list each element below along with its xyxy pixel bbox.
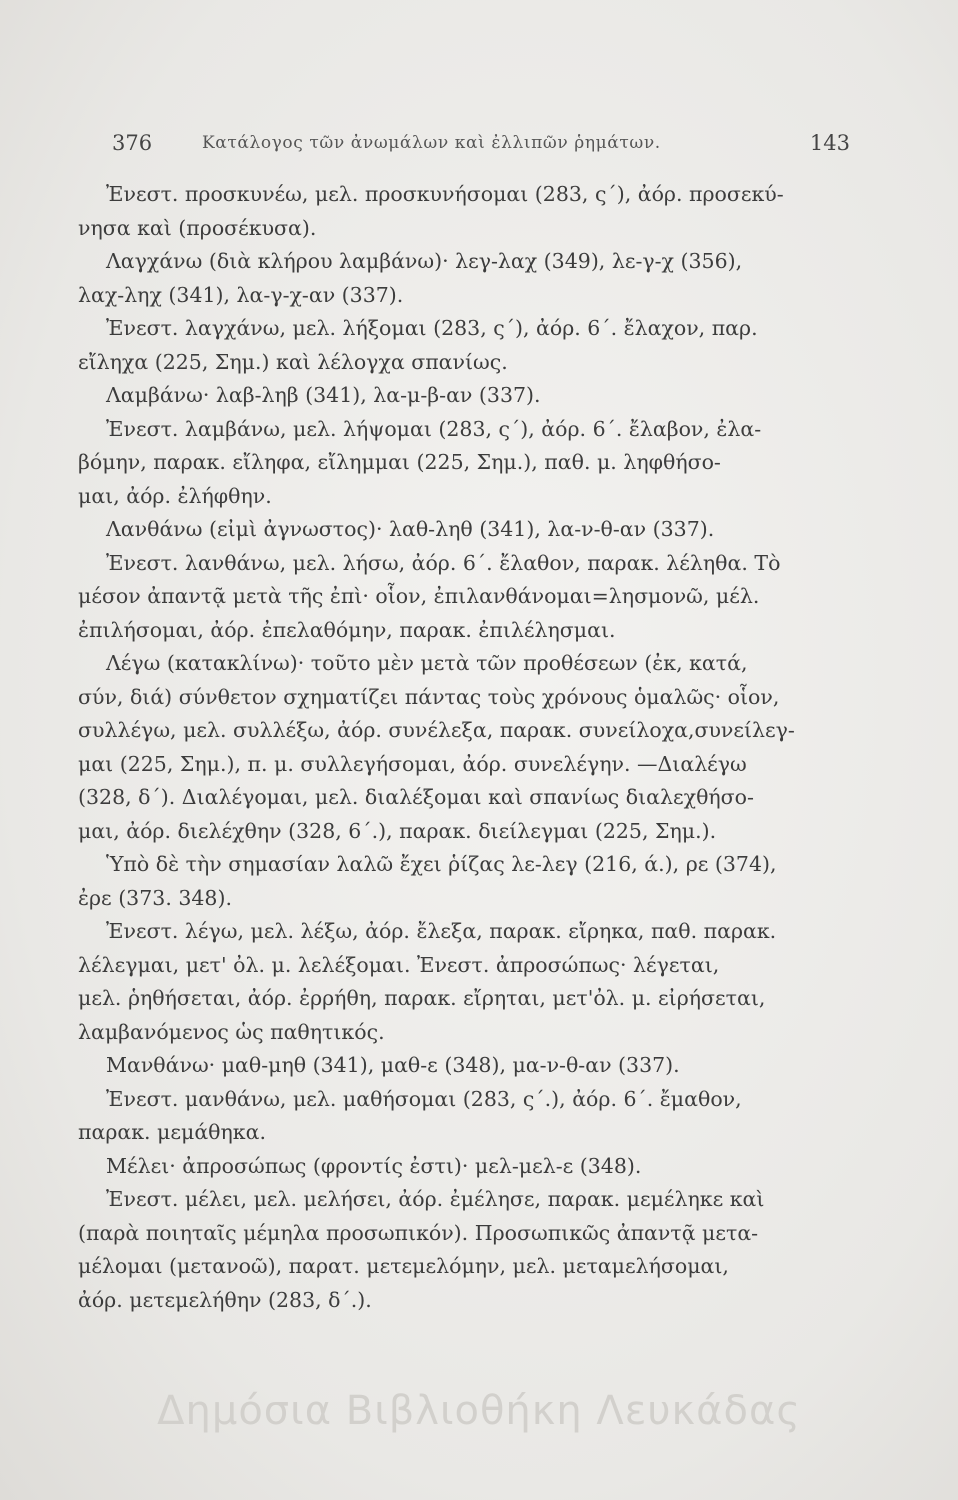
text-line: ἐπιλήσομαι, ἀόρ. ἐπελαθόμην, παρακ. ἐπιλέλησμαι. [78, 617, 616, 642]
text-line: Ἐνεστ. λαμβάνω, μελ. λήψομαι (283, ς΄), ἀόρ. 6΄. ἔλαβον, ἐλα- [106, 416, 762, 441]
text-line: Λανθάνω (εἰμὶ ἀγνωστος)· λαθ-ληθ (341), λα-ν-θ-αν (337). [106, 517, 715, 541]
page-number-right: 143 [809, 131, 850, 155]
text-line: ἀόρ. μετεμελήθην (283, δ΄.). [78, 1287, 372, 1312]
text-line: Μέλει· ἀπροσώπως (φροντίς ἐστι)· μελ-μελ-ε (348). [106, 1153, 642, 1178]
text-line: συλλέγω, μελ. συλλέξω, ἀόρ. συνέλεξα, παρακ. συνείλοχα,συνείλεγ- [78, 718, 795, 742]
library-watermark: Δημόσια Βιβλιοθήκη Λευκάδας [157, 1388, 801, 1434]
text-line: μελ. ῥηθήσεται, ἀόρ. ἐρρήθη, παρακ. εἴρηται, μετ'ὀλ. μ. εἰρήσεται, [78, 986, 766, 1010]
text-line: μαι, ἀόρ. ἐλήφθην. [78, 483, 272, 508]
text-line: Ἐνεστ. λαγχάνω, μελ. λήξομαι (283, ς΄), ἀόρ. 6΄. ἔλαχον, παρ. [106, 316, 758, 340]
text-line: νησα καὶ (προσέκυσα). [78, 215, 317, 240]
text-line: Λαγχάνω (διὰ κλήρου λαμβάνω)· λεγ-λαχ (349), λε-γ-χ (356), [106, 249, 743, 273]
text-line: μέσον ἀπαντᾷ μετὰ τῆς ἐπὶ· οἷον, ἐπιλανθάνομαι=λησμονῶ, μέλ. [78, 584, 760, 608]
body-text [78, 178, 858, 1317]
text-line: Ὑπὸ δὲ τὴν σημασίαν λαλῶ ἔχει ῥίζας λε-λεγ (216, ά.), ρε (374), [106, 852, 777, 876]
text-line: σύν, διά) σύνθετον σχηματίζει πάντας τοὺς χρόνους ὁμαλῶς· οἷον, [78, 684, 780, 709]
text-line: λέλεγμαι, μετ' ὀλ. μ. λελέξομαι. Ἐνεστ. ἀπροσώπως· λέγεται, [78, 952, 720, 977]
text-line: Ἐνεστ. λανθάνω, μελ. λήσω, ἀόρ. 6΄. ἔλαθον, παρακ. λέληθα. Τὸ [106, 550, 781, 575]
text-line: παρακ. μεμάθηκα. [78, 1120, 266, 1144]
text-line: μέλομαι (μετανοῶ), παρατ. μετεμελόμην, μελ. μεταμελήσομαι, [78, 1254, 729, 1278]
text-line: (328, δ΄). Διαλέγομαι, μελ. διαλέξομαι καὶ σπανίως διαλεχθήσο- [78, 785, 754, 809]
text-line: Μανθάνω· μαθ-μηθ (341), μαθ-ε (348), μα-ν-θ-αν (337). [106, 1053, 680, 1077]
text-line: Ἐνεστ. μανθάνω, μελ. μαθήσομαι (283, ς΄.), ἀόρ. 6΄. ἔμαθον, [106, 1086, 742, 1111]
running-title: Κατάλογος τῶν ἀνωμάλων καὶ ἐλλιπῶν ῥημάτων. [202, 133, 661, 153]
page-header [112, 131, 850, 161]
text-line: (παρὰ ποιηταῖς μέμηλα προσωπικόν). Προσωπικῶς ἀπαντᾷ μετα- [78, 1220, 759, 1245]
text-line: Ἐνεστ. προσκυνέω, μελ. προσκυνήσομαι (283, ς΄), ἀόρ. προσεκύ- [106, 182, 784, 206]
text-line: Λαμβάνω· λαβ-ληβ (341), λα-μ-β-αν (337). [106, 383, 541, 407]
text-line: μαι (225, Σημ.), π. μ. συλλεγήσομαι, ἀόρ. συνελέγην. —Διαλέγω [78, 751, 747, 776]
text-line: Ἐνεστ. λέγω, μελ. λέξω, ἀόρ. ἔλεξα, παρακ. εἴρηκα, παθ. παρακ. [106, 919, 777, 943]
text-line: λαμβανόμενος ὡς παθητικός. [78, 1019, 385, 1044]
text-line: εἴληχα (225, Σημ.) καὶ λέλογχα σπανίως. [78, 349, 508, 374]
text-line: ἐρε (373. 348). [78, 885, 232, 910]
text-line: λαχ-ληχ (341), λα-γ-χ-αν (337). [78, 282, 404, 307]
text-line: Ἐνεστ. μέλει, μελ. μελήσει, ἀόρ. ἐμέλησε, παρακ. μεμέληκε καὶ [106, 1187, 765, 1211]
page-number-left: 376 [112, 131, 153, 155]
text-line: μαι, ἀόρ. διελέχθην (328, 6΄.), παρακ. διείλεγμαι (225, Σημ.). [78, 818, 717, 843]
text-line: Λέγω (κατακλίνω)· τοῦτο μὲν μετὰ τῶν προθέσεων (ἐκ, κατά, [106, 651, 748, 675]
text-line: βόμην, παρακ. εἴληφα, εἴλημμαι (225, Σημ.), παθ. μ. ληφθήσο- [78, 450, 721, 474]
